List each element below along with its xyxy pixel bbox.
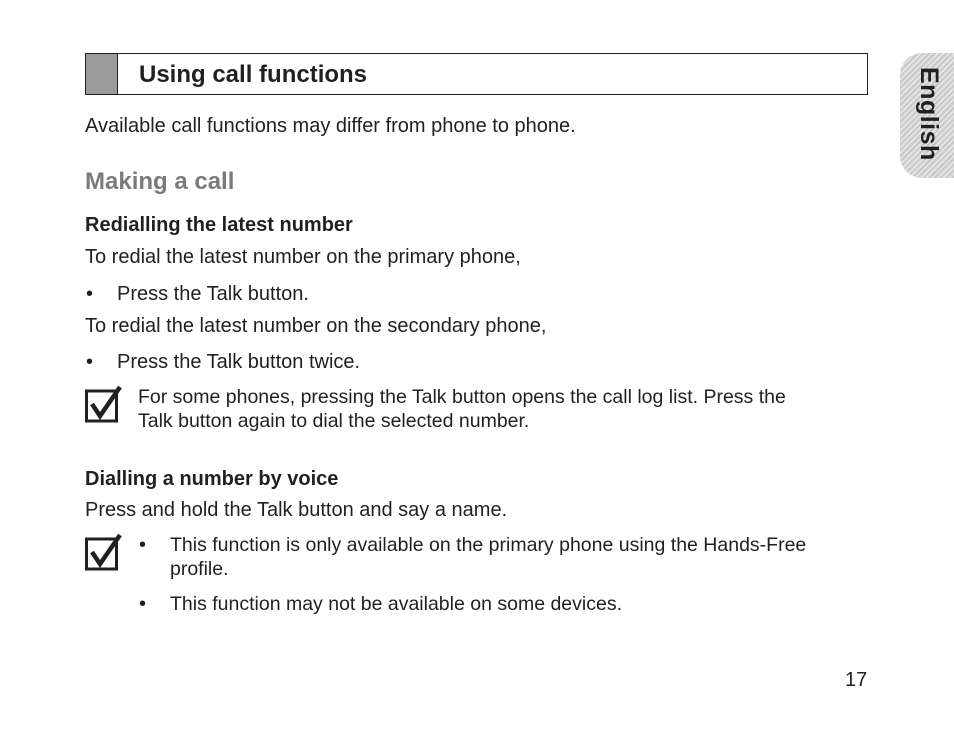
section-title: Using call functions xyxy=(139,61,368,88)
voice-heading: Dialling a number by voice xyxy=(85,468,339,490)
page-number: 17 xyxy=(845,669,868,691)
bullet: • xyxy=(139,593,147,615)
section-header-tab xyxy=(86,54,118,94)
redial-secondary-text: To redial the latest number on the secondary phone, xyxy=(85,315,547,337)
note-line: Talk button again to dial the selected number. xyxy=(138,410,530,432)
voice-text: Press and hold the Talk button and say a name. xyxy=(85,499,508,521)
bullet: • xyxy=(139,534,147,556)
redial-heading: Redialling the latest number xyxy=(85,214,353,236)
note-check-icon xyxy=(85,385,123,423)
section-header xyxy=(85,53,868,95)
note-line: For some phones, pressing the Talk button opens the call log list. Press the xyxy=(138,386,786,408)
bullet: • xyxy=(86,283,94,305)
intro-text: Available call functions may differ from phone to phone. xyxy=(85,115,576,137)
bullet: • xyxy=(86,351,94,373)
note-check-icon xyxy=(85,533,123,571)
redial-secondary-bullet: Press the Talk button twice. xyxy=(117,351,361,373)
making-call-heading: Making a call xyxy=(85,168,235,195)
language-tab-label: English xyxy=(915,67,943,161)
note-line: This function may not be available on some devices. xyxy=(170,593,622,615)
note-line: This function is only available on the primary phone using the Hands-Free xyxy=(170,534,807,556)
redial-primary-text: To redial the latest number on the primary phone, xyxy=(85,246,521,268)
language-tab xyxy=(900,53,954,178)
redial-primary-bullet: Press the Talk button. xyxy=(117,283,309,305)
note-line: profile. xyxy=(170,558,229,580)
